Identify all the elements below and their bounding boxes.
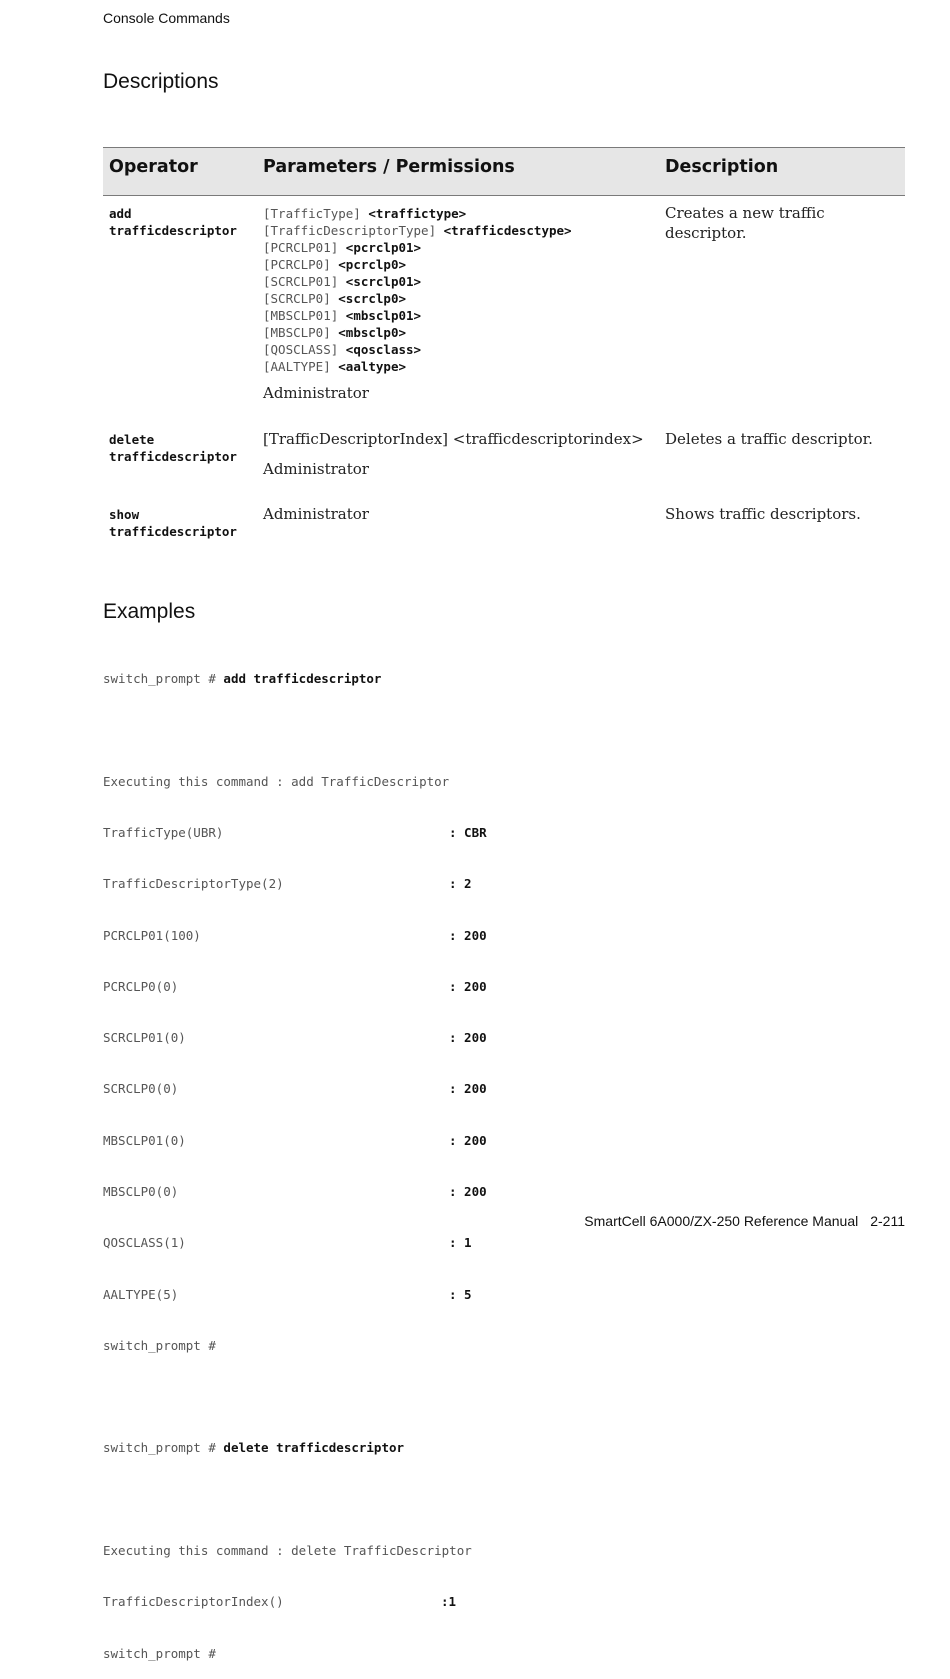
field-label: QOSCLASS(1) (103, 1235, 186, 1251)
output-line (103, 875, 472, 892)
field-value: : CBR (449, 825, 487, 841)
description-cell: Deletes a traffic descriptor. (665, 430, 873, 448)
page-footer (584, 1213, 905, 1229)
field-label: SCRCLP01(0) (103, 1030, 186, 1046)
description-cell: Shows traffic descriptors. (665, 505, 861, 523)
command-line (103, 1439, 472, 1456)
param-text: [TrafficDescriptorIndex] <trafficdescriptorindex> (263, 430, 644, 448)
operator-cell (109, 506, 237, 540)
permission-text: Administrator (263, 384, 369, 402)
permission-text: Administrator (263, 460, 369, 478)
field-label: SCRCLP0(0) (103, 1081, 179, 1097)
param-name: [MBSCLP01] (263, 308, 346, 323)
running-head: Console Commands (103, 10, 230, 26)
output-line (103, 978, 487, 995)
param-name: [SCRCLP0] (263, 291, 339, 306)
field-label: MBSCLP01(0) (103, 1132, 186, 1148)
parameters-cell (263, 504, 653, 524)
descriptions-heading: Descriptions (103, 70, 219, 93)
param-line (263, 222, 653, 239)
operator-cell (109, 205, 237, 239)
param-line (263, 273, 653, 290)
prompt: switch_prompt # (103, 671, 224, 687)
field-label: MBSCLP0(0) (103, 1184, 179, 1199)
output-line (103, 824, 487, 841)
operator-object: trafficdescriptor (109, 223, 237, 238)
operator-verb: show (109, 507, 140, 522)
param-arg: <qosclass> (345, 342, 422, 357)
operator-verb: add (109, 206, 132, 221)
output-line (103, 1234, 472, 1251)
operator-object: trafficdescriptor (109, 524, 237, 539)
operator-verb: delete (109, 432, 155, 447)
permission-text: Administrator (263, 505, 369, 523)
param-line (263, 239, 653, 256)
end-prompt: switch_prompt # (103, 1645, 216, 1661)
header-parameters: Parameters / Permissions (263, 157, 515, 177)
param-arg: <aaltype> (338, 359, 406, 374)
executing-line: Executing this command : delete TrafficDescriptor (103, 1542, 472, 1558)
field-label: AALTYPE(5) (103, 1286, 179, 1302)
field-value: : 2 (449, 876, 472, 892)
executing-line: Executing this command : add TrafficDescriptor (103, 773, 450, 789)
output-line (103, 1593, 472, 1610)
header-description: Description (665, 157, 779, 177)
example-code-block (103, 636, 487, 1679)
param-arg: <scrclp0> (338, 291, 406, 306)
operator-cell (109, 431, 237, 465)
field-value: : 5 (449, 1286, 472, 1302)
field-label: TrafficDescriptorType(2) (103, 876, 284, 892)
field-value: : 200 (449, 1030, 487, 1046)
param-line (263, 358, 653, 375)
field-value: : 200 (449, 1184, 487, 1199)
param-arg: <pcrclp0> (338, 257, 406, 272)
output-line (103, 927, 487, 944)
field-label: TrafficDescriptorIndex() (103, 1594, 284, 1610)
param-arg: <traffictype> (368, 206, 467, 221)
examples-heading: Examples (103, 600, 196, 623)
output-line (103, 1080, 487, 1097)
param-name: [PCRCLP0] (263, 257, 339, 272)
param-name: [MBSCLP0] (263, 325, 339, 340)
param-name: [PCRCLP01] (263, 240, 346, 255)
command-line (103, 670, 472, 687)
prompt: switch_prompt # (103, 1440, 224, 1456)
command: add trafficdescriptor (223, 671, 382, 687)
param-name: [AALTYPE] (263, 359, 339, 374)
field-value: : 200 (449, 1081, 487, 1097)
field-value: : 200 (449, 978, 487, 994)
field-value: : 1 (449, 1235, 472, 1251)
param-arg: <scrclp01> (345, 274, 422, 289)
param-line (263, 341, 653, 358)
param-line (263, 290, 653, 307)
output-line (103, 1029, 487, 1046)
command: delete trafficdescriptor (223, 1440, 405, 1456)
param-arg: <trafficdesctype> (443, 223, 572, 238)
param-line (263, 324, 653, 341)
page-number: 2-211 (870, 1213, 905, 1229)
commands-table (103, 147, 905, 539)
param-arg: <mbsclp01> (345, 308, 422, 323)
field-label: PCRCLP0(0) (103, 978, 179, 994)
field-label: PCRCLP01(100) (103, 927, 201, 943)
field-value: :1 (441, 1594, 457, 1610)
param-name: [TrafficDescriptorType] (263, 223, 444, 238)
output-line (103, 1132, 487, 1149)
param-name: [TrafficType] (263, 206, 369, 221)
param-line (263, 307, 653, 324)
param-name: [SCRCLP01] (263, 274, 346, 289)
header-operator: Operator (109, 157, 198, 177)
field-label: TrafficType(UBR) (103, 825, 224, 841)
end-prompt: switch_prompt # (103, 1337, 216, 1353)
field-value: : 200 (449, 927, 487, 943)
field-value: : 200 (449, 1132, 487, 1148)
param-arg: <pcrclp01> (345, 240, 422, 255)
output-line (103, 1286, 472, 1303)
param-arg: <mbsclp0> (338, 325, 406, 340)
param-line (263, 256, 653, 273)
output-line (103, 1183, 487, 1200)
param-name: [QOSCLASS] (263, 342, 346, 357)
table-header (103, 147, 905, 196)
description-cell: Creates a new traffic descriptor. (665, 204, 825, 242)
operator-object: trafficdescriptor (109, 449, 237, 464)
manual-title: SmartCell 6A000/ZX-250 Reference Manual (584, 1213, 859, 1229)
parameters-cell (263, 205, 653, 403)
param-line (263, 205, 653, 222)
parameters-cell (263, 429, 653, 479)
